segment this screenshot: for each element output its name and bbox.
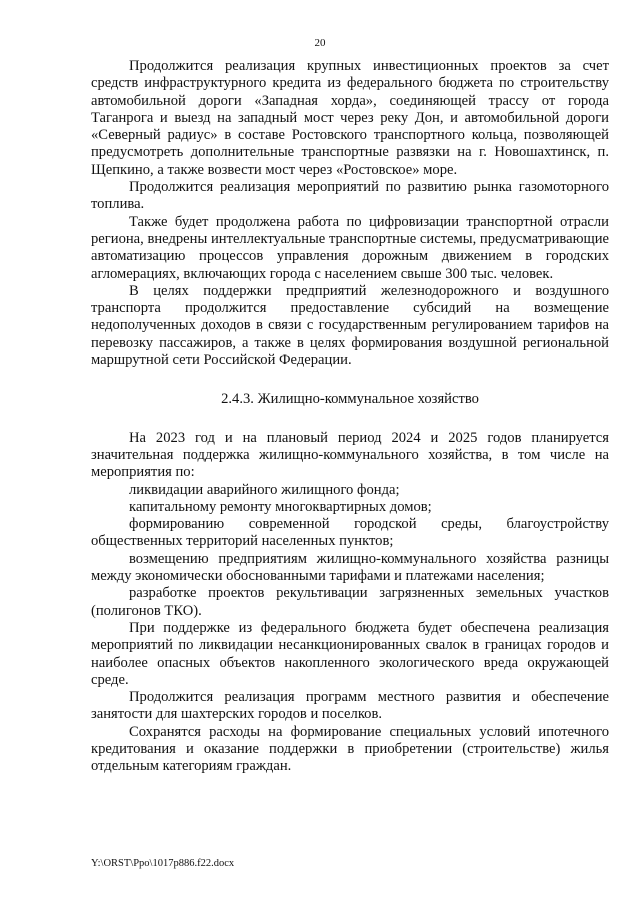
paragraph: Продолжится реализация программ местного развития и обеспечение занятости для шахтерских городов и поселков. — [91, 689, 609, 723]
paragraph: Сохранятся расходы на формирование специальных условий ипотечного кредитования и оказание поддержки в приобретении (строительстве) жилья отдельным категориям граждан. — [91, 723, 609, 775]
paragraph: Также будет продолжена работа по цифровизации транспортной отрасли региона, внедрены интеллектуальные транспортные системы, предусматривающие автоматизацию процессов управления дорожным движением в городских агломерациях, включающих города с населением свыше 300 тыс. человек. — [91, 213, 609, 282]
paragraph: При поддержке из федерального бюджета будет обеспечена реализация мероприятий по ликвидации несанкционированных свалок в границах городов и наиболее опасных объектов накопленного экологического вреда окружающей среде. — [91, 619, 609, 688]
list-item: разработке проектов рекультивации загрязненных земельных участков (полигонов ТКО). — [91, 585, 609, 619]
document-body — [91, 58, 609, 776]
paragraph: Продолжится реализация мероприятий по развитию рынка газомоторного топлива. — [91, 179, 609, 213]
list-item: капитальному ремонту многоквартирных домов; — [129, 498, 432, 515]
paragraph: На 2023 год и на плановый период 2024 и 2025 годов планируется значительная поддержка жилищно-коммунального хозяйства, в том числе на мероприятия по: — [91, 429, 609, 481]
list-item: формированию современной городской среды, благоустройству общественных территорий населенных пунктов; — [91, 516, 609, 550]
page-number: 20 — [314, 37, 326, 49]
footer-file-path: Y:\ORST\Ppo\1017p886.f22.docx — [91, 858, 235, 869]
list-item: ликвидации аварийного жилищного фонда; — [129, 481, 400, 498]
list-item: возмещению предприятиям жилищно-коммунального хозяйства разницы между экономически обоснованными тарифами и платежами населения; — [91, 550, 609, 585]
paragraph: В целях поддержки предприятий железнодорожного и воздушного транспорта продолжится предоставление субсидий на возмещение недополученных доходов в связи с государственным регулированием тарифов на перевозку пассажиров, а также в целях формирования воздушной региональной маршрутной сети Российской Федерации. — [91, 282, 609, 369]
paragraph: Продолжится реализация крупных инвестиционных проектов за счет средств инфраструктурного кредита из федерального бюджета по строительству автомобильной дороги «Западная хорда», соединяющей трассу от города Таганрога и выезд на западный мост через реку Дон, и автомобильной дороги «Северный радиус» в составе Ростовского транспортного кольца, позволяющей предусмотреть дополнительные транспортные развязки на г. Новошахтинск, п. Щепкино, а также возвести мост через «Ростовское» море. — [91, 58, 609, 178]
section-heading: 2.4.3. Жилищно-коммунальное хозяйство — [221, 391, 479, 408]
